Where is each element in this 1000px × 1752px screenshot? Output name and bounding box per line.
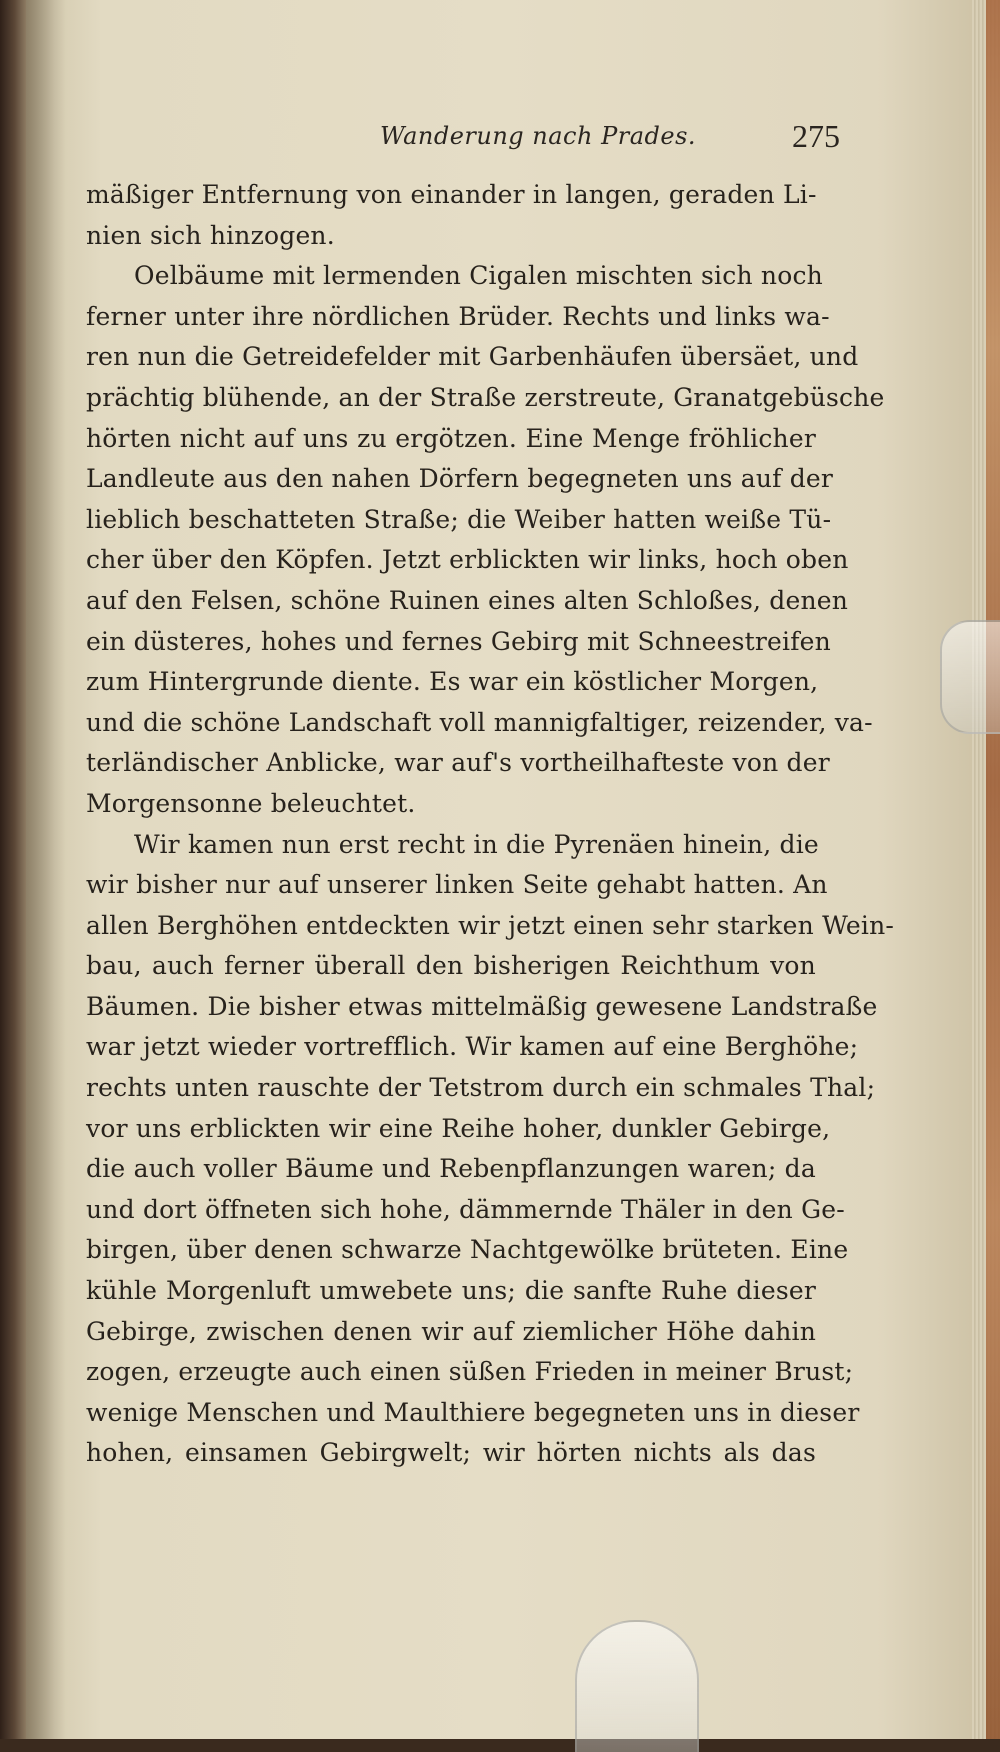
text-line: die auch voller Bäume und Rebenpflanzungen waren; da <box>86 1154 816 1184</box>
text-line: kühle Morgenluft umwebete uns; die sanfte Ruhe dieser <box>86 1276 816 1306</box>
book-cover-edge <box>0 0 26 1739</box>
text-line: Gebirge, zwischen denen wir auf ziemlicher Höhe dahin <box>86 1316 816 1346</box>
page-stack-edge <box>972 0 1000 1739</box>
text-line: Morgensonne beleuchtet. <box>86 788 416 818</box>
text-line: Wir kamen nun erst recht in die Pyrenäen hinein, die <box>134 829 819 859</box>
text-line: prächtig blühende, an der Straße zerstreute, Granatgebüsche <box>86 382 885 412</box>
text-line: wir bisher nur auf unserer linken Seite gehabt hatten. An <box>86 870 828 900</box>
text-line: vor uns erblickten wir eine Reihe hoher, dunkler Gebirge, <box>86 1113 831 1143</box>
text-line: auf den Felsen, schöne Ruinen eines alten Schloßes, denen <box>86 585 849 615</box>
running-title: Wanderung nach Prades. <box>380 122 697 150</box>
gutter-shadow <box>26 0 66 1739</box>
page-clip-bottom <box>575 1620 699 1752</box>
text-line: und dort öffneten sich hohe, dämmernde Thäler in den Ge- <box>86 1194 845 1224</box>
text-line: Bäumen. Die bisher etwas mittelmäßig gewesene Landstraße <box>86 991 878 1021</box>
text-line: mäßiger Entfernung von einander in langen, geraden Li- <box>86 180 817 209</box>
text-line: wenige Menschen und Maulthiere begegneten uns in dieser <box>86 1397 860 1427</box>
text-line: und die schöne Landschaft voll mannigfaltiger, reizender, va- <box>86 707 873 737</box>
text-line: bau, auch ferner überall den bisherigen Reichthum von <box>86 951 816 981</box>
text-line: terländischer Anblicke, war auf's vortheilhafteste von der <box>86 748 830 778</box>
text-line: allen Berghöhen entdeckten wir jetzt einen sehr starken Wein- <box>86 910 895 940</box>
text-line: birgen, über denen schwarze Nachtgewölke brüteten. Eine <box>86 1235 849 1265</box>
text-line: Oelbäume mit lermenden Cigalen mischten sich noch <box>134 261 823 291</box>
page-clip-top <box>940 620 1000 734</box>
text-line: Landleute aus den nahen Dörfern begegneten uns auf der <box>86 464 834 494</box>
body-text <box>86 175 895 1474</box>
page-number: 275 <box>792 118 840 154</box>
text-line: lieblich beschatteten Straße; die Weiber hatten weiße Tü- <box>86 504 832 534</box>
text-line: zum Hintergrunde diente. Es war ein köstlicher Morgen, <box>86 667 819 697</box>
text-line: ren nun die Getreidefelder mit Garbenhäufen übersäet, und <box>86 342 859 372</box>
text-line: war jetzt wieder vortrefflich. Wir kamen auf eine Berghöhe; <box>86 1032 859 1062</box>
text-line: hörten nicht auf uns zu ergötzen. Eine Menge fröhlicher <box>86 423 816 453</box>
text-line: nien sich hinzogen. <box>86 220 335 250</box>
text-line: hohen, einsamen Gebirgwelt; wir hörten nichts als das <box>86 1438 816 1468</box>
text-line: zogen, erzeugte auch einen süßen Frieden in meiner Brust; <box>86 1357 854 1387</box>
page-header <box>380 118 840 158</box>
text-line: cher über den Köpfen. Jetzt erblickten wir links, hoch oben <box>86 545 849 575</box>
text-line: ferner unter ihre nördlichen Brüder. Rechts und links wa- <box>86 301 830 331</box>
text-line: ein düsteres, hohes und fernes Gebirg mit Schneestreifen <box>86 626 831 656</box>
text-line: rechts unten rauschte der Tetstrom durch ein schmales Thal; <box>86 1073 876 1103</box>
